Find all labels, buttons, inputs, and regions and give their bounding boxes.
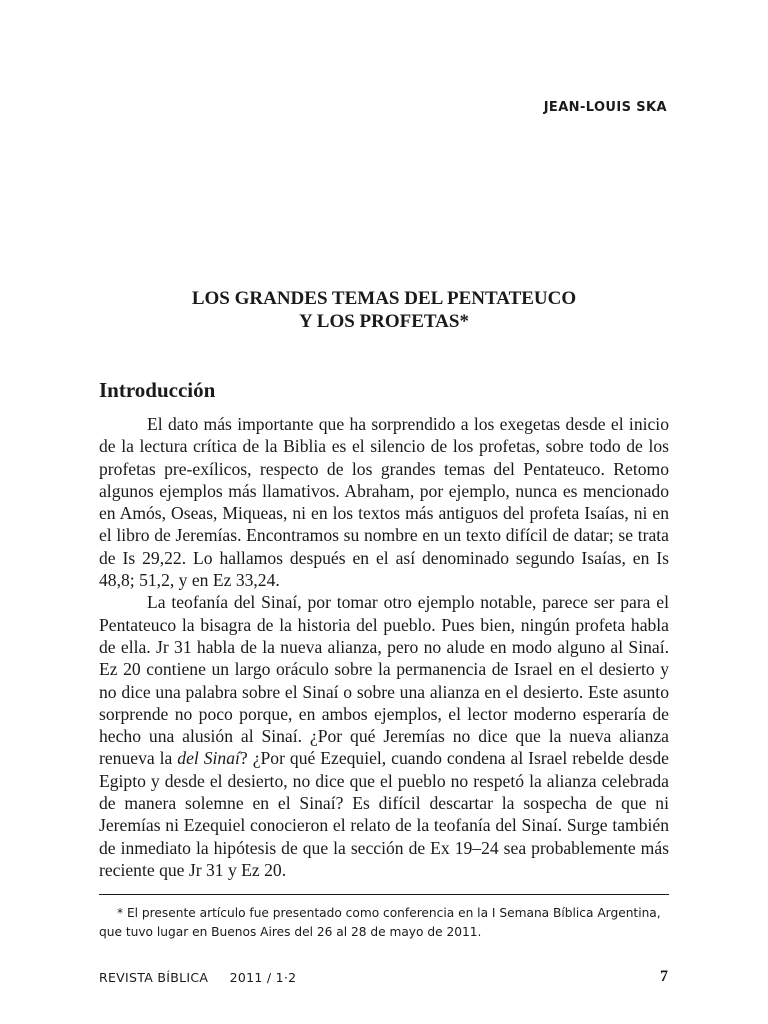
- title-line-1: LOS GRANDES TEMAS DEL PENTATEUCO: [191, 288, 577, 309]
- author-name: JEAN-LOUIS SKA: [543, 100, 667, 115]
- paragraph-2-italic: del Sinaí: [177, 748, 240, 769]
- article-body: [99, 413, 669, 881]
- paragraph-2-text-b: ? ¿Por qué Ezequiel, cuando condena al Israel rebelde desde Egipto y desde el desierto, no dice que el pueblo no respetó la alianza celebrada de manera solemne en el Sinaí? Es difícil descartar la sospecha de que ni Jeremías ni Ezequiel conocieron el relato de la teofanía del Sinaí. Surge también de inmediato la hipótesis de que la sección de Ex 19–24 sea probablemente más reciente que Jr 31 y Ez 20.: [99, 748, 669, 880]
- footnote-divider: [99, 894, 669, 895]
- paragraph-1: El dato más importante que ha sorprendido a los exegetas desde el inicio de la lectura crítica de la Biblia es el silencio de los profetas, sobre todo de los profetas pre-exílicos, respecto de los grandes temas del Pentateuco. Retomo algunos ejemplos más llamativos. Abraham, por ejemplo, nunca es mencionado en Amós, Oseas, Miqueas, ni en los textos más antiguos del profeta Isaías, ni en el libro de Jeremías. Encontramos su nombre en un texto difícil de datar; se trata de Is 29,22. Lo hallamos después en el así denominado segundo Isaías, en Is 48,8; 51,2, y en Ez 33,24.: [99, 414, 669, 591]
- paragraph-2: [99, 591, 669, 881]
- article-title: [99, 288, 669, 333]
- footnote: * El presente artículo fue presentado como conferencia en la I Semana Bíblica Argentina, que tuvo lugar en Buenos Aires del 26 al 28 de mayo de 2011.: [99, 906, 661, 939]
- paragraph-2-text-a: La teofanía del Sinaí, por tomar otro ejemplo notable, parece ser para el Pentateuco la bisagra de la historia del pueblo. Pues bien, ningún profeta habla de ella. Jr 31 habla de la nueva alianza, pero no alude en modo alguno al Sinaí. Ez 20 contiene un largo oráculo sobre la permanencia de Israel en el desierto y no dice una palabra sobre el Sinaí o sobre una alianza en el desierto. Este asunto sorprende no poco porque, en ambos ejemplos, el lector moderno esperaría de hecho una alusión al Sinaí. ¿Por qué Jeremías no dice que la nueva alianza renueva la: [99, 592, 669, 769]
- section-heading: Introducción: [99, 378, 216, 402]
- page-number: 7: [660, 968, 668, 985]
- journal-footer: REVISTA BÍBLICA 2011 / 1·2: [99, 970, 297, 985]
- title-line-2: Y LOS PROFETAS*: [299, 310, 469, 332]
